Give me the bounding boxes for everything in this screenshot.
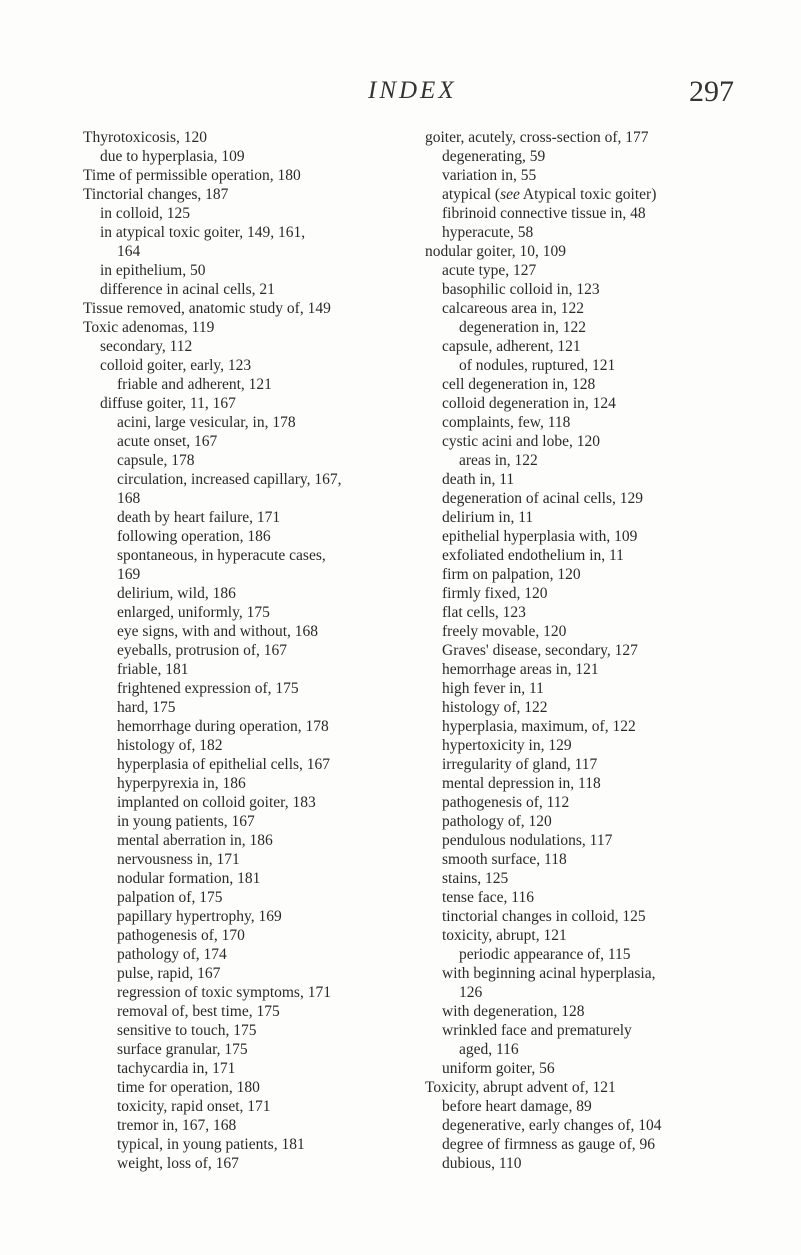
index-entry: acute type, 127 [442,262,537,279]
index-entry: stains, 125 [442,870,509,887]
index-entry: frightened expression of, 175 [117,680,299,697]
index-entry: irregularity of gland, 117 [442,756,598,773]
index-entry: fibrinoid connective tissue in, 48 [442,205,646,222]
index-entry: degenerating, 59 [442,148,546,165]
index-entry: cell degeneration in, 128 [442,376,596,393]
index-entry: typical, in young patients, 181 [117,1136,305,1153]
index-entry: hypertoxicity in, 129 [442,737,572,754]
index-entry: pathogenesis of, 112 [442,794,570,811]
index-entry: basophilic colloid in, 123 [442,281,600,298]
index-entry: Tinctorial changes, 187 [83,186,229,203]
index-entry: freely movable, 120 [442,623,567,640]
index-entry: tremor in, 167, 168 [117,1117,237,1134]
index-entry: enlarged, uniformly, 175 [117,604,270,621]
index-entry: tachycardia in, 171 [117,1060,236,1077]
index-entry: implanted on colloid goiter, 183 [117,794,316,811]
index-entry: degenerative, early changes of, 104 [442,1117,662,1134]
index-entry: Tissue removed, anatomic study of, 149 [83,300,331,317]
index-entry: smooth surface, 118 [442,851,567,868]
index-entry: mental aberration in, 186 [117,832,273,849]
index-entry: with beginning acinal hyperplasia, [442,965,656,982]
index-entry: 164 [117,243,141,260]
index-entry: surface granular, 175 [117,1041,248,1058]
index-entry: palpation of, 175 [117,889,223,906]
index-entry: hard, 175 [117,699,176,716]
index-entry: nodular goiter, 10, 109 [425,243,567,260]
index-entry: circulation, increased capillary, 167, [117,471,342,488]
index-entry: goiter, acutely, cross-section of, 177 [425,129,649,146]
index-entry: difference in acinal cells, 21 [100,281,275,298]
index-entry: firmly fixed, 120 [442,585,548,602]
index-entry: high fever in, 11 [442,680,544,697]
index-entry: death in, 11 [442,471,515,488]
index-entry: wrinkled face and prematurely [442,1022,632,1039]
index-entry: with degeneration, 128 [442,1003,585,1020]
index-entry: aged, 116 [459,1041,519,1058]
index-entry: friable, 181 [117,661,189,678]
index-entry: death by heart failure, 171 [117,509,281,526]
index-entry: histology of, 182 [117,737,223,754]
index-entry: hyperplasia of epithelial cells, 167 [117,756,331,773]
index-entry: hyperplasia, maximum, of, 122 [442,718,636,735]
index-entry: degree of firmness as gauge of, 96 [442,1136,656,1153]
index-entry: removal of, best time, 175 [117,1003,280,1020]
index-entry: in colloid, 125 [100,205,190,222]
index-entry: colloid goiter, early, 123 [100,357,252,374]
index-entry: eye signs, with and without, 168 [117,623,319,640]
index-entry: histology of, 122 [442,699,548,716]
index-entry: firm on palpation, 120 [442,566,581,583]
index-entry: 126 [459,984,483,1001]
index-entry: variation in, 55 [442,167,537,184]
index-entry: secondary, 112 [100,338,193,355]
index-entry: areas in, 122 [459,452,538,469]
index-entry: epithelial hyperplasia with, 109 [442,528,638,545]
index-entry: 169 [117,566,141,583]
index-entry: time for operation, 180 [117,1079,260,1096]
index-entry: nodular formation, 181 [117,870,261,887]
index-entry: diffuse goiter, 11, 167 [100,395,236,412]
index-entry: capsule, 178 [117,452,195,469]
index-entry: delirium, wild, 186 [117,585,236,602]
index-entry: of nodules, ruptured, 121 [459,357,616,374]
index-entry: toxicity, rapid onset, 171 [117,1098,271,1115]
index-entry: in epithelium, 50 [100,262,206,279]
index-entry: periodic appearance of, 115 [459,946,631,963]
index-entry: Time of permissible operation, 180 [83,167,301,184]
index-entry: mental depression in, 118 [442,775,601,792]
index-entry: calcareous area in, 122 [442,300,585,317]
index-entry: before heart damage, 89 [442,1098,592,1115]
index-entry: acute onset, 167 [117,433,218,450]
index-entry: hyperacute, 58 [442,224,534,241]
index-entry: acini, large vesicular, in, 178 [117,414,296,431]
index-entry: nervousness in, 171 [117,851,240,868]
index-entry: spontaneous, in hyperacute cases, [117,547,326,564]
index-entry: in young patients, 167 [117,813,255,830]
index-entry: Thyrotoxicosis, 120 [83,129,207,146]
index-entry: following operation, 186 [117,528,271,545]
index-entry: eyeballs, protrusion of, 167 [117,642,288,659]
index-entry: 168 [117,490,141,507]
index-column-right [425,128,775,1173]
index-entry: atypical (see Atypical toxic goiter) [442,186,657,203]
page-title: INDEX [368,77,457,104]
index-entry: pulse, rapid, 167 [117,965,221,982]
index-entry: capsule, adherent, 121 [442,338,581,355]
index-entry: pathology of, 174 [117,946,227,963]
index-entry: colloid degeneration in, 124 [442,395,616,412]
index-entry: Graves' disease, secondary, 127 [442,642,638,659]
index-entry: toxicity, abrupt, 121 [442,927,567,944]
index-entry: papillary hypertrophy, 169 [117,908,282,925]
index-entry: degeneration in, 122 [459,319,586,336]
index-entry: cystic acini and lobe, 120 [442,433,600,450]
index-entry: hemorrhage areas in, 121 [442,661,599,678]
index-entry: flat cells, 123 [442,604,526,621]
index-entry: tinctorial changes in colloid, 125 [442,908,646,925]
index-entry: pendulous nodulations, 117 [442,832,613,849]
index-entry: Toxic adenomas, 119 [83,319,215,336]
index-entry: delirium in, 11 [442,509,534,526]
index-entry: weight, loss of, 167 [117,1155,239,1172]
index-entry: Toxicity, abrupt advent of, 121 [425,1079,616,1096]
index-entry: uniform goiter, 56 [442,1060,555,1077]
index-entry: hemorrhage during operation, 178 [117,718,329,735]
index-entry: regression of toxic symptoms, 171 [117,984,331,1001]
index-entry: hyperpyrexia in, 186 [117,775,246,792]
index-entry: friable and adherent, 121 [117,376,272,393]
index-entry: due to hyperplasia, 109 [100,148,245,165]
index-entry: pathology of, 120 [442,813,552,830]
page-number: 297 [689,75,734,108]
index-entry: sensitive to touch, 175 [117,1022,257,1039]
index-column-left [83,128,403,1173]
index-entry: dubious, 110 [442,1155,522,1172]
index-entry: complaints, few, 118 [442,414,571,431]
index-entry: degeneration of acinal cells, 129 [442,490,643,507]
index-entry: exfoliated endothelium in, 11 [442,547,624,564]
index-entry: in atypical toxic goiter, 149, 161, [100,224,306,241]
index-entry: tense face, 116 [442,889,534,906]
page-header [0,75,801,115]
index-entry: pathogenesis of, 170 [117,927,245,944]
